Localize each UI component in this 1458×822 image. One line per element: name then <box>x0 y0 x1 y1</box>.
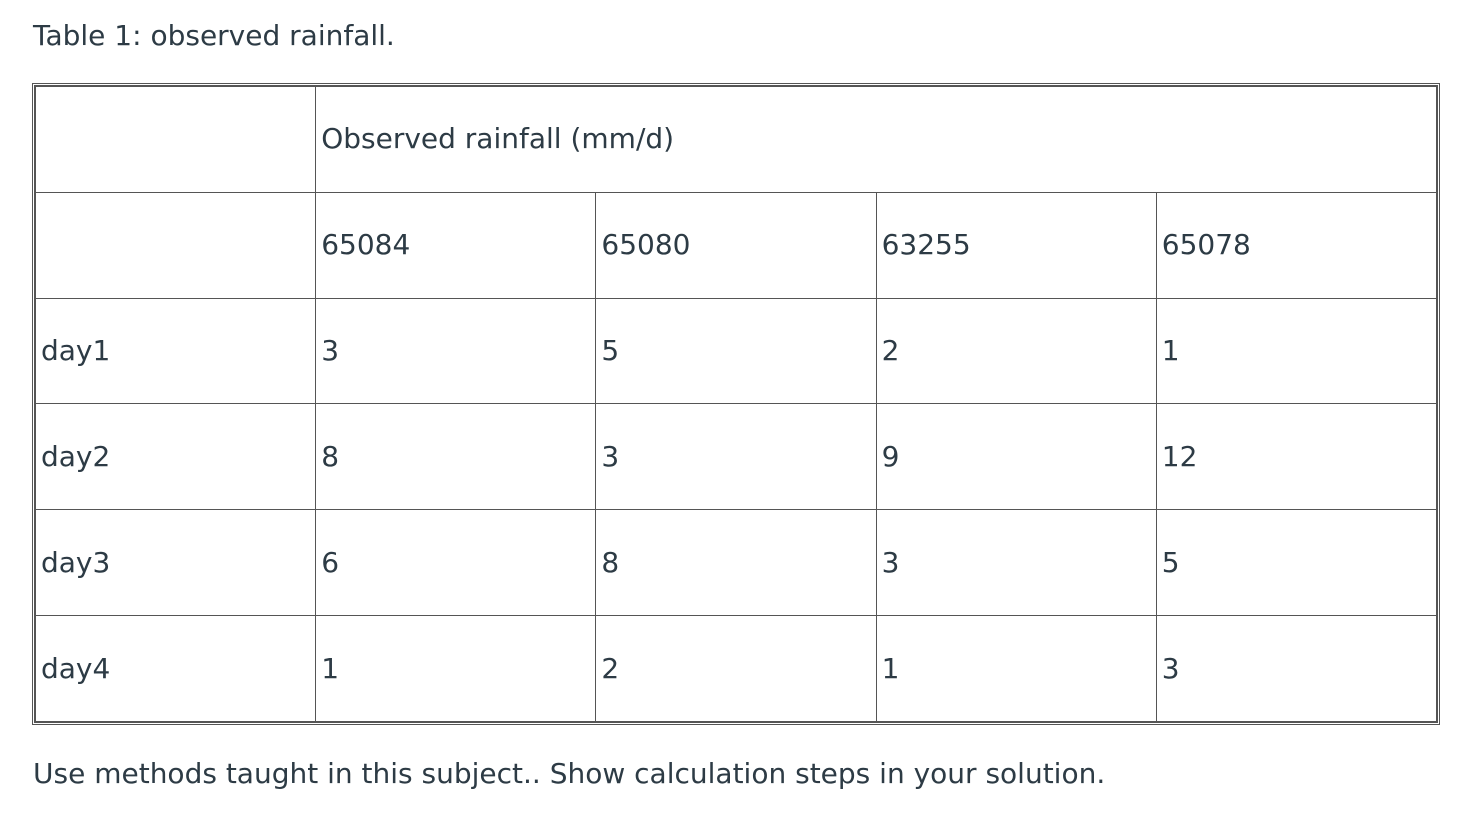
table-row <box>36 616 1437 722</box>
row-label: day2 <box>36 404 316 510</box>
table-cell: 3 <box>876 510 1156 616</box>
table-cell: 5 <box>1156 510 1436 616</box>
table-cell: 8 <box>596 510 876 616</box>
table-header-row-stations <box>36 192 1437 298</box>
station-header: 65084 <box>316 192 596 298</box>
table-row <box>36 404 1437 510</box>
table-cell: 3 <box>1156 616 1436 722</box>
table-cell: 1 <box>1156 298 1436 404</box>
row-label: day1 <box>36 298 316 404</box>
table-cell: 2 <box>596 616 876 722</box>
table-row <box>36 510 1437 616</box>
corner-cell-top <box>36 87 316 193</box>
table-caption: Table 1: observed rainfall. <box>33 19 395 52</box>
table-cell: 3 <box>596 404 876 510</box>
station-header: 63255 <box>876 192 1156 298</box>
corner-cell-bottom <box>36 192 316 298</box>
rainfall-table <box>35 86 1437 722</box>
table-cell: 1 <box>876 616 1156 722</box>
table-cell: 6 <box>316 510 596 616</box>
table-cell: 9 <box>876 404 1156 510</box>
table-cell: 8 <box>316 404 596 510</box>
table-cell: 3 <box>316 298 596 404</box>
instruction-note: Use methods taught in this subject.. Show calculation steps in your solution. <box>33 757 1106 790</box>
row-label: day3 <box>36 510 316 616</box>
rainfall-table-frame <box>32 83 1440 725</box>
table-cell: 1 <box>316 616 596 722</box>
table-row <box>36 298 1437 404</box>
table-header-row-group <box>36 87 1437 193</box>
station-header: 65078 <box>1156 192 1436 298</box>
table-cell: 5 <box>596 298 876 404</box>
row-label: day4 <box>36 616 316 722</box>
station-header: 65080 <box>596 192 876 298</box>
table-cell: 2 <box>876 298 1156 404</box>
table-cell: 12 <box>1156 404 1436 510</box>
group-header-cell: Observed rainfall (mm/d) <box>316 87 1437 193</box>
